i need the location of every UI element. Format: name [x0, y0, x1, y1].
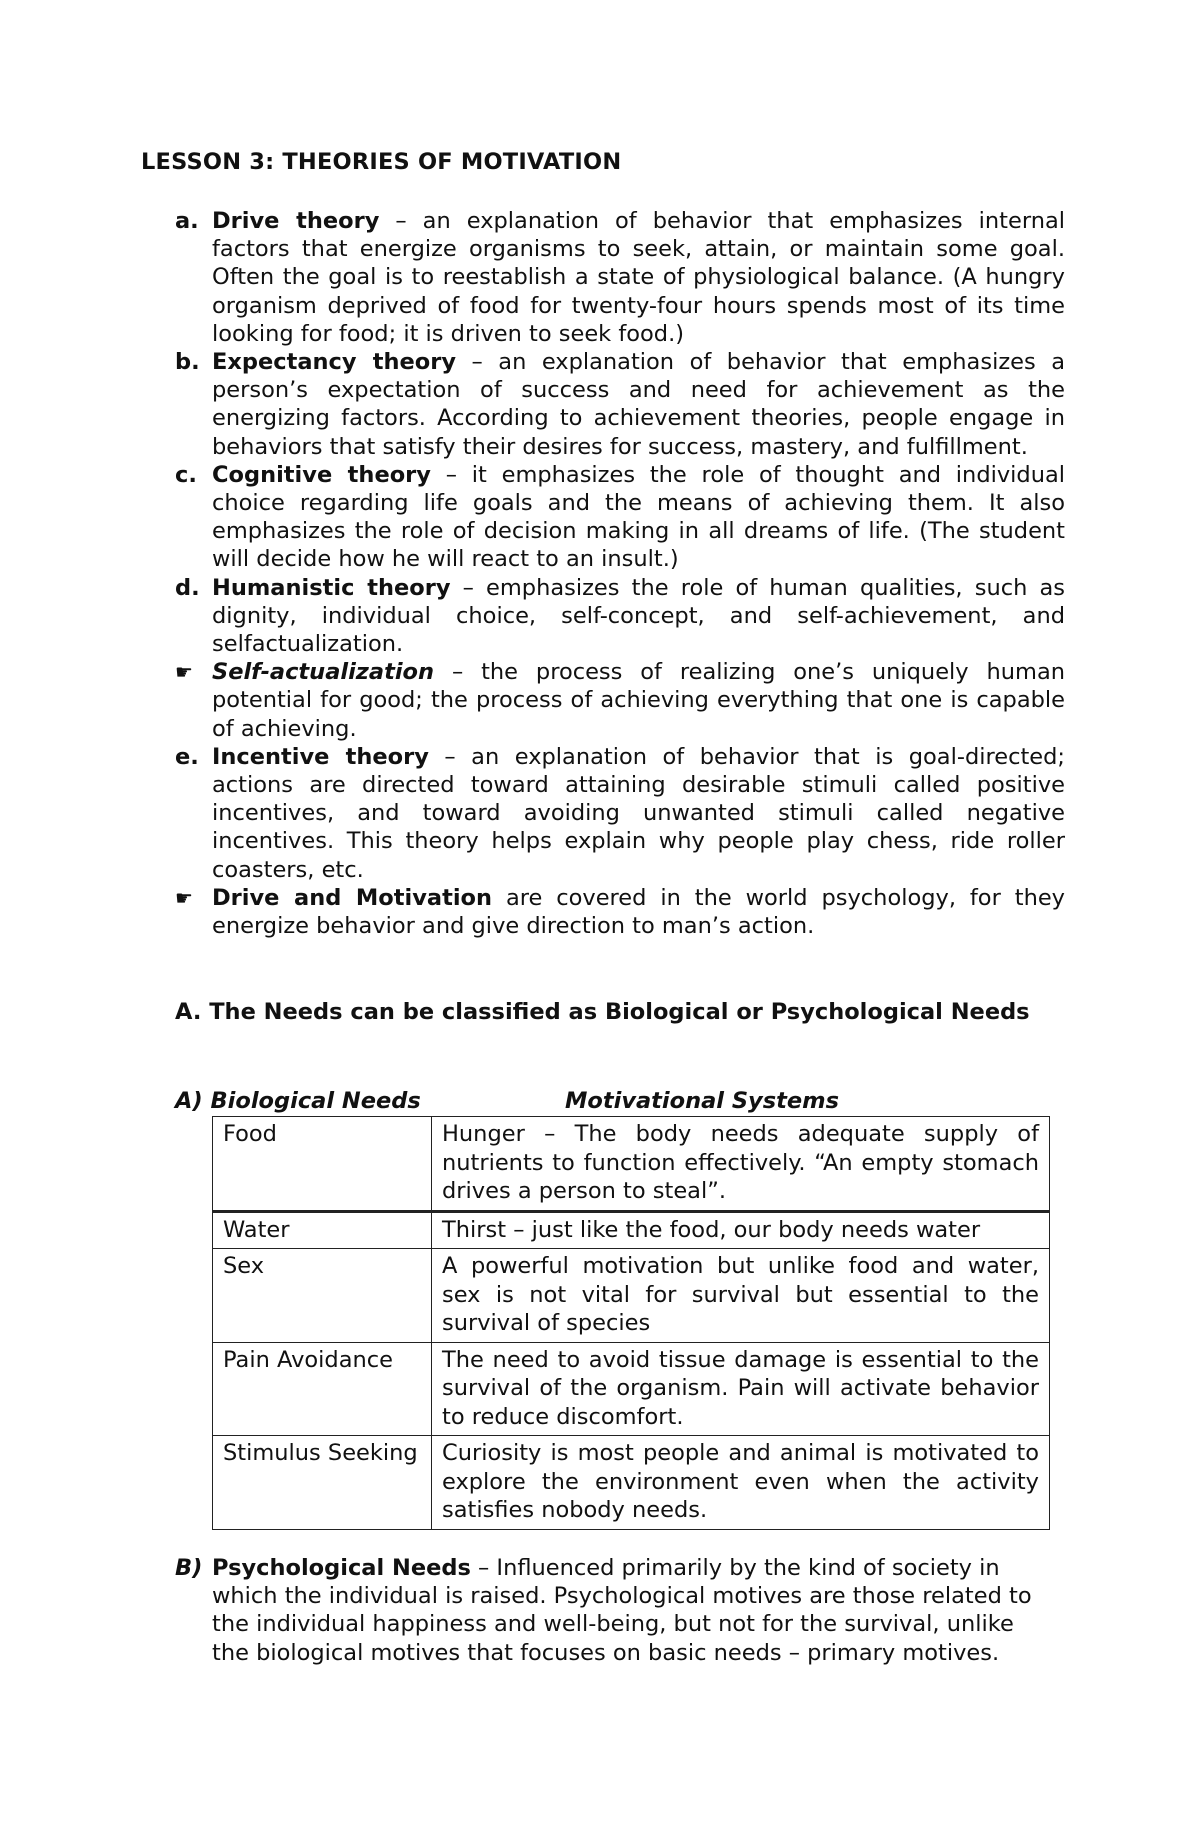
theory-item-humanistic	[175, 574, 1065, 659]
list-marker: d.	[175, 574, 200, 601]
table-row	[213, 1117, 1050, 1212]
list-marker: c.	[175, 461, 197, 488]
need-cell: Food	[213, 1117, 432, 1212]
theory-text: – an explanation of behavior that is goal-directed; actions are directed toward attaining desirable stimuli called positive incentives, and toward avoiding unwanted stimuli called negative incentives. This theory helps explain why people play chess, ride roller coasters, etc.	[212, 743, 1065, 883]
theory-term: Self-actualization	[212, 659, 435, 686]
table-row	[213, 1436, 1050, 1530]
description-cell: Thirst – just like the food, our body needs water	[432, 1211, 1050, 1249]
lesson-title: LESSON 3: THEORIES OF MOTIVATION	[141, 149, 622, 175]
description-cell: A powerful motivation but unlike food and water, sex is not vital for survival but essential to the survival of species	[432, 1249, 1050, 1343]
list-marker: a.	[175, 208, 199, 234]
psychological-needs-text: – Influenced primarily by the kind of society in which the individual is raised. Psychological motives are those related to the individual happiness and well-being, but not for the survival, unlike the biological motives that focuses on basic needs – primary motives.	[212, 1555, 1032, 1666]
theory-text: – an explanation of behavior that emphasizes internal factors that energize organisms to seek, attain, or maintain some goal. Often the goal is to reestablish a state of physiological balance. (A hungry organism deprived of food for twenty-four hours spends most of its time looking for food; it is driven to seek food.)	[212, 208, 1065, 347]
theory-item-cognitive	[175, 461, 1065, 574]
note-item-drive-motivation	[175, 884, 1065, 940]
table-row	[213, 1249, 1050, 1343]
pointing-hand-icon: ☛	[175, 885, 193, 910]
psychological-needs-section	[175, 1554, 1045, 1667]
biological-needs-table	[212, 1116, 1050, 1530]
need-cell: Sex	[213, 1249, 432, 1343]
theory-item-expectancy	[175, 348, 1065, 461]
theory-text: – it emphasizes the role of thought and individual choice regarding life goals and the means of achieving them. It also emphasizes the role of decision making in all dreams of life. (The student will decide how he will react to an insult.)	[212, 461, 1066, 573]
list-marker: e.	[175, 743, 199, 770]
need-cell: Pain Avoidance	[213, 1342, 432, 1436]
theory-item-incentive	[175, 743, 1065, 884]
need-cell: Stimulus Seeking	[213, 1436, 432, 1530]
theory-text: are covered in the world psychology, for they energize behavior and give direction to man’s action.	[212, 884, 1065, 940]
theory-text: – the process of realizing one’s uniquely human potential for good; the process of achieving everything that one is capable of achieving.	[212, 659, 1065, 742]
psychological-needs-term: Psychological Needs	[212, 1555, 471, 1581]
theory-term: Cognitive theory	[212, 461, 431, 488]
theory-list	[175, 207, 1065, 940]
theory-text: – emphasizes the role of human qualities, such as dignity, individual choice, self-concept, and self-achievement, and selfactualization.	[212, 574, 1065, 658]
list-marker: B)	[175, 1555, 203, 1581]
theory-item-drive	[175, 207, 1065, 348]
need-cell: Water	[213, 1211, 432, 1249]
section-a-heading: A. The Needs can be classified as Biological or Psychological Needs	[175, 999, 1030, 1025]
biological-needs-header	[175, 1087, 1075, 1115]
pointing-hand-icon: ☛	[175, 660, 193, 685]
description-cell: Hunger – The body needs adequate supply of nutrients to function effectively. “An empty stomach drives a person to steal”.	[432, 1117, 1050, 1212]
description-cell: The need to avoid tissue damage is essential to the survival of the organism. Pain will activate behavior to reduce discomfort.	[432, 1342, 1050, 1436]
theory-term: Expectancy theory	[212, 349, 456, 376]
theory-text: – an explanation of behavior that emphasizes a person’s expectation of success and need for achievement as the energizing factors. According to achievement theories, people engage in behaviors that satisfy their desires for success, mastery, and fulfillment.	[212, 349, 1065, 460]
table-row	[213, 1342, 1050, 1436]
biological-needs-heading: A) Biological Needs	[175, 1088, 421, 1114]
theory-term: Humanistic theory	[212, 574, 451, 601]
theory-term: Drive and Motivation	[212, 884, 493, 911]
motivational-systems-heading: Motivational Systems	[565, 1088, 839, 1114]
description-cell: Curiosity is most people and animal is motivated to explore the environment even when the activity satisfies nobody needs.	[432, 1436, 1050, 1530]
theory-term: Incentive theory	[212, 743, 429, 770]
theory-term: Drive theory	[212, 208, 380, 234]
table-row	[213, 1211, 1050, 1249]
list-marker: b.	[175, 349, 200, 376]
note-item-self-actualization	[175, 658, 1065, 743]
